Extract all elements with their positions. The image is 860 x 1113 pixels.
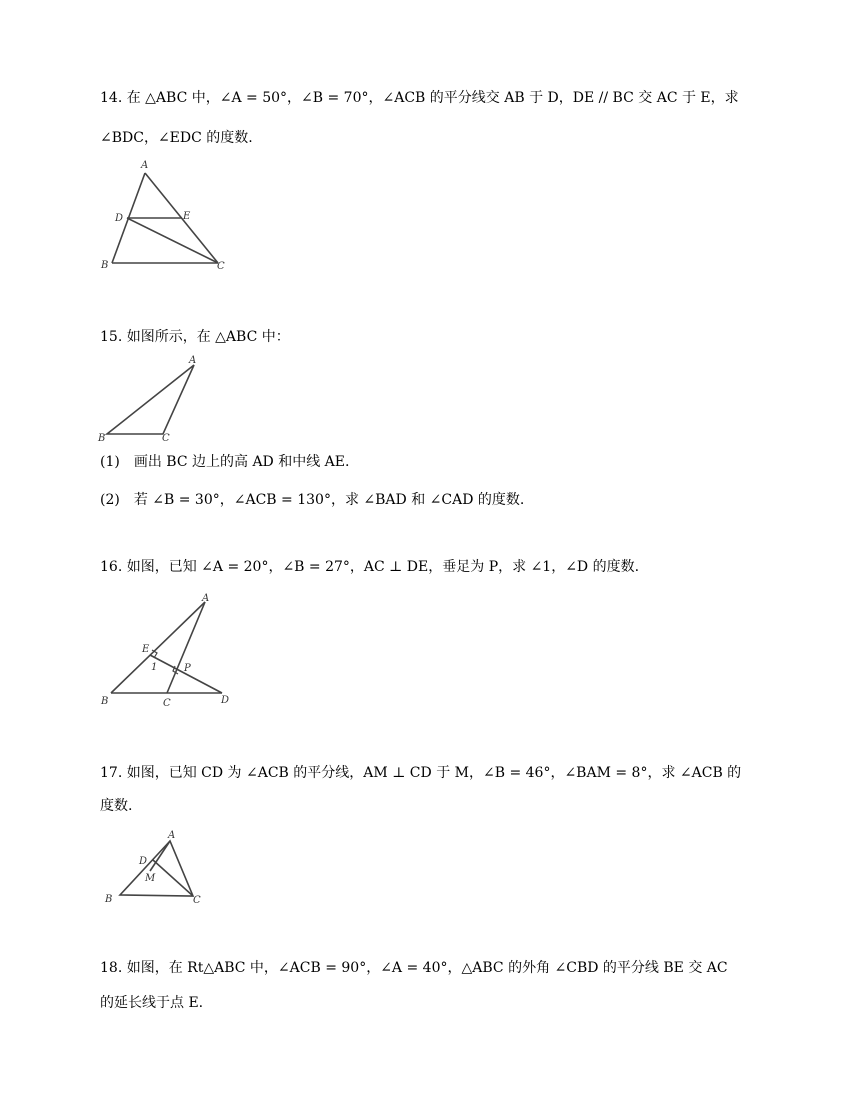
problem-18-line-1: 18. 如图，在 Rt△ABC 中，∠ACB = 90°，∠A = 40°，△ABC 的外角 ∠CBD 的平分线 BE 交 AC: [100, 960, 728, 976]
segment-ac: [167, 602, 205, 693]
segment-ed: [150, 655, 222, 693]
label-a: A: [141, 160, 149, 171]
problem-16-figure: [95, 590, 245, 710]
label-e: E: [142, 644, 150, 655]
label-b: B: [105, 894, 113, 905]
problem-17-line-1: 17. 如图，已知 CD 为 ∠ACB 的平分线，AM ⊥ CD 于 M，∠B = 46°，∠BAM = 8°，求 ∠ACB 的: [100, 765, 742, 781]
label-a: A: [168, 830, 176, 841]
label-c: C: [163, 698, 171, 709]
label-c: C: [162, 433, 170, 444]
problem-16-line-1: 16. 如图，已知 ∠A = 20°，∠B = 27°，AC ⊥ DE，垂足为 P，求 ∠1，∠D 的度数.: [100, 559, 640, 575]
problem-18-line-2: 的延长线于点 E.: [100, 995, 204, 1011]
problem-14-line-1: 14. 在 △ABC 中，∠A = 50°，∠B = 70°，∠ACB 的平分线交 AB 于 D，DE // BC 交 AC 于 E，求: [100, 90, 739, 106]
problem-17-line-2: 度数.: [100, 798, 133, 814]
label-e: E: [183, 211, 191, 222]
label-b: B: [101, 696, 109, 707]
problem-15-figure: [95, 355, 215, 445]
problem-15-subpart-2: (2) 若 ∠B = 30°，∠ACB = 130°，求 ∠BAD 和 ∠CAD 的度数.: [100, 492, 525, 508]
problem-15-line-1: 15. 如图所示，在 △ABC 中：: [100, 329, 290, 345]
segment-dc: [153, 860, 193, 896]
triangle-abc: [120, 841, 193, 896]
label-a: A: [189, 355, 197, 366]
segment-ba: [111, 602, 205, 693]
label-d: D: [115, 213, 124, 224]
problem-14-figure: [95, 155, 245, 275]
label-c: C: [193, 895, 201, 906]
label-b: B: [101, 260, 109, 271]
label-b: B: [98, 433, 106, 444]
label-d: D: [221, 695, 230, 706]
label-c: C: [217, 261, 225, 272]
problem-15-subpart-1: (1) 画出 BC 边上的高 AD 和中线 AE.: [100, 454, 350, 470]
triangle-abc: [107, 365, 194, 434]
label-p: P: [184, 663, 191, 674]
problem-17-figure: [95, 826, 215, 911]
label-one: 1: [151, 662, 158, 673]
problem-14-line-2: ∠BDC，∠EDC 的度数.: [100, 130, 253, 146]
label-a: A: [202, 593, 210, 604]
label-d: D: [139, 856, 148, 867]
segment-dc: [127, 218, 218, 263]
label-m: M: [145, 873, 156, 884]
